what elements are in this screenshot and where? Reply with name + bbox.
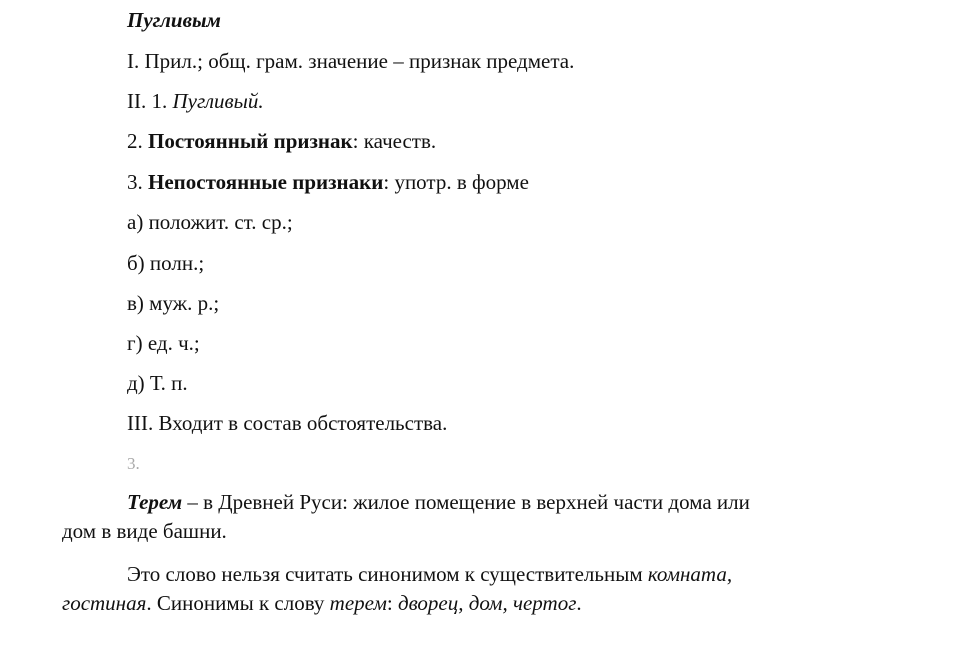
synonyms-target-word: терем xyxy=(329,591,387,615)
morph-constant-features xyxy=(127,128,436,154)
feature-item: а) положит. ст. ср.; xyxy=(127,210,293,234)
definition-line-1 xyxy=(127,489,750,515)
constant-value: : качеств. xyxy=(352,129,437,153)
synonyms-text-2: . Синонимы к слову xyxy=(146,591,330,615)
constant-label: Постоянный признак xyxy=(148,129,353,153)
morph-variable-features xyxy=(127,169,529,195)
definition-term: Терем xyxy=(127,490,183,514)
task-number: 3. xyxy=(127,454,140,473)
synonyms-separator: : xyxy=(386,591,398,615)
initial-form-prefix: II. 1. xyxy=(127,89,173,113)
synonyms-example-word-2: гостиная xyxy=(62,591,147,615)
constant-prefix: 2. xyxy=(127,129,148,153)
feature-item: г) ед. ч.; xyxy=(127,331,200,355)
morph-initial-form xyxy=(127,88,264,114)
feature-item: б) полн.; xyxy=(127,251,205,275)
variable-prefix: 3. xyxy=(127,170,148,194)
morph-syntax-role: III. Входит в состав обстоятельства. xyxy=(127,411,448,435)
variable-value: : употр. в форме xyxy=(383,170,529,194)
synonyms-end: . xyxy=(576,591,582,615)
synonyms-example-word: комната, xyxy=(647,562,733,586)
feature-item: д) Т. п. xyxy=(127,371,188,395)
synonyms-line-1 xyxy=(127,561,732,587)
feature-item: в) муж. р.; xyxy=(127,291,220,315)
definition-line-2: дом в виде башни. xyxy=(62,519,227,543)
initial-form-word: Пугливый. xyxy=(172,89,264,113)
synonyms-list: дворец, дом, чертог xyxy=(397,591,577,615)
entry-heading: Пугливым xyxy=(127,8,221,32)
synonyms-text: Это слово нельзя считать синонимом к существительным xyxy=(127,562,648,586)
definition-text: – в Древней Руси: жилое помещение в верхней части дома или xyxy=(182,490,750,514)
variable-label: Непостоянные признаки xyxy=(148,170,384,194)
synonyms-line-2 xyxy=(62,590,582,616)
morph-part-1: I. Прил.; общ. грам. значение – признак предмета. xyxy=(127,49,575,73)
